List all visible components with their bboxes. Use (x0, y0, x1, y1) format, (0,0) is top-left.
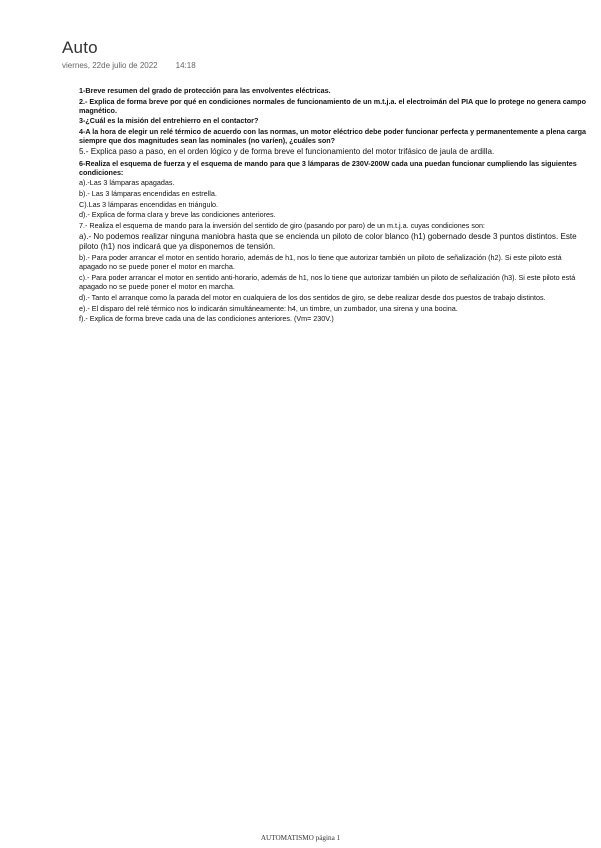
question-item: 5.- Explica paso a paso, en el orden lógico y de forma breve el funcionamiento del motor trifásico de jaula de ardilla. (79, 146, 495, 156)
question-item: d).- Tanto el arranque como la parada del motor en cualquiera de los dos sentidos de giro, se debe realizar desde dos puestos de trabajo distintos. (79, 292, 546, 302)
question-item: b).- Las 3 lámparas encendidas en estrella. (79, 189, 217, 198)
page-meta (62, 61, 196, 70)
question-item: a).- No podemos realizar ninguna maniobra hasta que se encienda un piloto de color blanco (h1) gobernado desde 3 puntos distintos. Este piloto (h1) nos indicará que ya disponemos de tensión. (79, 231, 577, 251)
question-item: 7.- Realiza el esquema de mando para la inversión del sentido de giro (pasando por paro) de un m.t.j.a. cuyas condiciones son: (79, 221, 485, 231)
question-item: c).- Para poder arrancar el motor en sentido anti-horario, además de h1, nos lo tiene que autorizar también un piloto de señalización (h3). Si este piloto está apagado no se puede poner el motor en marcha. (79, 273, 576, 292)
question-item: e).- El disparo del relé térmico nos lo indicarán simultáneamente: h4, un timbre, un zumbador, una sirena y una bocina. (79, 303, 458, 313)
page-date: viernes, 22de julio de 2022 (62, 61, 158, 70)
page-title: Auto (62, 38, 98, 57)
page-footer: AUTOMATISMO página 1 (260, 834, 341, 842)
question-item: f).- Explica de forma breve cada una de las condiciones anteriores. (Vm= 230V.) (79, 314, 334, 324)
question-item: 4-A la hora de elegir un relé térmico de acuerdo con las normas, un motor eléctrico debe poder funcionar perfecta y permanentemente a plena carga siempre que dos magnitudes sean las nominales (no varíen), ¿cuáles son? (79, 127, 586, 146)
question-list (79, 86, 591, 325)
question-item: 2.- Explica de forma breve por qué en condiciones normales de funcionamiento de un m.t.j.a. el electroimán del PIA que lo protege no genera campo magnético. (79, 96, 586, 115)
question-item: 1-Breve resumen del grado de protección para las envolventes eléctricas. (79, 86, 331, 95)
page-time: 14:18 (175, 61, 196, 70)
question-item: b).- Para poder arrancar el motor en sentido horario, además de h1, nos lo tiene que autorizar también un piloto de señalización (h2). Si este piloto está apagado no se puede poner el motor en marcha. (79, 253, 562, 272)
question-item: d).- Explica de forma clara y breve las condiciones anteriores. (79, 210, 276, 220)
question-item: a).-Las 3 lámparas apagadas. (79, 178, 175, 188)
question-item: 6-Realiza el esquema de fuerza y el esquema de mando para que 3 lámparas de 230V-200W cada una puedan funcionar cumpliendo las siguientes condiciones: (79, 158, 577, 177)
question-item: C).Las 3 lámparas encendidas en triángulo. (79, 199, 219, 209)
question-item: 3-¿Cuál es la misión del entrehierro en el contactor? (79, 116, 259, 126)
